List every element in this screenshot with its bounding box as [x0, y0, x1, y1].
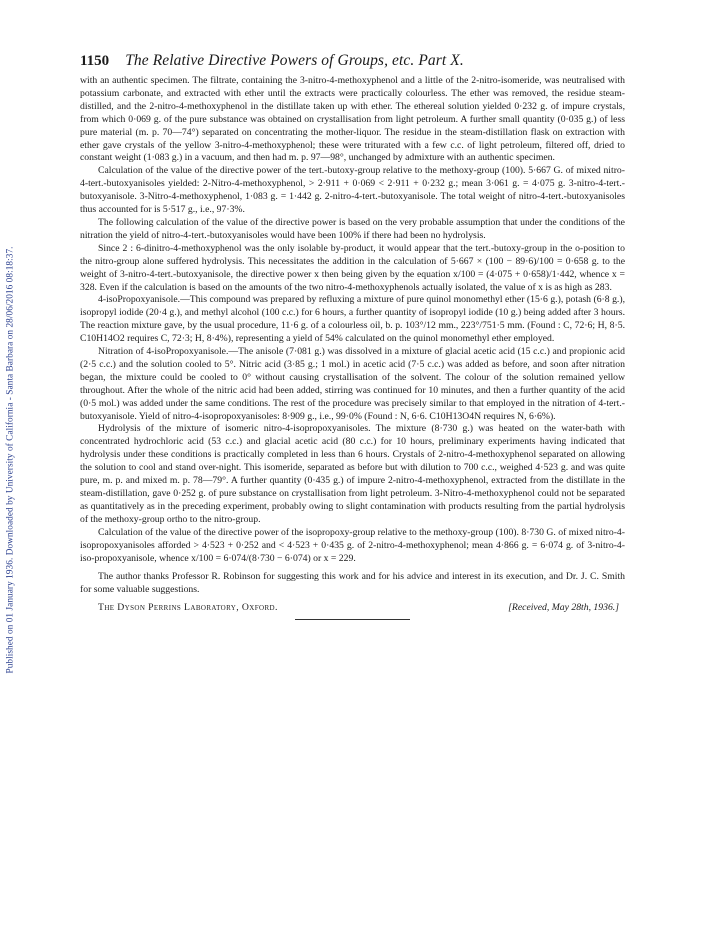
paragraph-hydrolysis: Hydrolysis of the mixture of isomeric nitro-4-isopropoxyanisoles. The mixture (8·730 g.) was heated on the water-bath with concentrated hydrochloric acid (53 c.c.) and glacial acetic acid (80 c.c.) for 10 hours, preliminary experiments having indicated that hydrolysis under these conditions is practically completed in less than 6 hours. Crystals of 2-nitro-4-methoxyphenol separated on allowing the solution to cool and stand over-night. This isomeride, separated as before but with dilution to 700 c.c., weighed 4·523 g. and was quite pure, m. p. and mixed m. p. 78—79°. A further quantity (0·435 g.) of impure 2-nitro-4-methoxyphenol, extracted from the distillate in the steam-distillation, gave 0·252 g. of pure substance on crystallisation from light petroleum. 3-Nitro-4-methoxyphenol could not be separated as quantitatively as in the preceding experiment, probably owing to slight contamination with products resulting from the partial hydrolysis of the methoxy-group ortho to the nitro-group. [80, 423, 625, 525]
download-watermark [2, 30, 20, 890]
paragraph-1: with an authentic specimen. The filtrate, containing the 3-nitro-4-methoxyphenol and a little of the 2-nitro-isomeride, was neutralised with potassium carbonate, and extracted with ether until the extracts were practically colourless. The ether was removed, the residue steam-distilled, and the 2-nitro-4-methoxyphenol in the distillate taken up with ether. The ethereal solution yielded 0·232 g. of impure crystals, from which 0·069 g. of the pure substance was obtained on crystallisation from light petroleum. A further small quantity (0·035 g.) of less pure material (m. p. 70—74°) separated on concentrating the mother-liquor. The residue in the steam-distillation flask on extraction with ether gave crystals of the yellow 3-nitro-4-methoxyphenol; these were triturated with a few c.c. of light petroleum, filtered off, dried to constant weight (1·083 g.) in a vacuum, and then had m. p. 97—98°, unchanged by admixture with an authentic specimen. [80, 75, 625, 164]
paragraph-isopropoxyanisole: 4-isoPropoxyanisole.—This compound was prepared by refluxing a mixture of pure quinol monomethyl ether (15·6 g.), potash (6·8 g.), isopropyl iodide (20·4 g.), and methyl alcohol (100 c.c.) for 6 hours, a further quantity of isopropyl iodide (10 g.) being added after 3 hours. The reaction mixture gave, by the usual procedure, 11·6 g. of a colourless oil, b. p. 103°/12 mm., 223°/751·5 mm. (Found : C, 72·6; H, 8·5. C10H14O2 requires C, 72·3; H, 8·4%), representing a yield of 54% calculated on the quinol monomethyl ether employed. [80, 294, 625, 345]
journal-page [80, 52, 625, 620]
watermark-text: Published on 01 January 1936. Downloaded by University of California - Santa Barbara on 28/06/2016 08:18:37. [6, 246, 16, 674]
laboratory-address: The Dyson Perrins Laboratory, Oxford. [98, 602, 278, 614]
article-footer [80, 602, 625, 615]
acknowledgement: The author thanks Professor R. Robinson for suggesting this work and for his advice and interest in its execution, and Dr. J. C. Smith for some valuable suggestions. [80, 571, 625, 596]
paragraph-assumption: The following calculation of the value of the directive power is based on the very probable assumption that under the conditions of the nitration the yield of nitro-4-tert.-butoxyanisoles would have been 100% if there had been no hydrolysis. [80, 216, 625, 241]
end-rule [295, 619, 410, 620]
running-title: The Relative Directive Powers of Groups, etc. Part X. [125, 52, 464, 69]
paragraph-dinitro: Since 2 : 6-dinitro-4-methoxyphenol was the only isolable by-product, it would appear that the tert.-butoxy-group in the o-position to the nitro-group alone suffered hydrolysis. This necessitates the addition in the calculation of 5·667 × (100 − 89·6)/100 = 0·658 g. to the weight of 3-nitro-4-tert.-butoxyanisole, the directive power x then being given by the equation x/100 = (4·075 + 0·658)/1·442, whence x = 328. Even if the calculation is based on the amounts of the two nitro-4-methoxyphenols actually isolated, the value of x is as high as 283. [80, 242, 625, 293]
running-header [80, 52, 625, 70]
received-date: [Received, May 28th, 1936.] [508, 602, 619, 614]
paragraph-nitration: Nitration of 4-isoPropoxyanisole.—The anisole (7·081 g.) was dissolved in a mixture of glacial acetic acid (15 c.c.) and propionic acid (2·5 c.c.) and the solution cooled to 5°. Nitric acid (3·85 g.; 1 mol.) in acetic acid (7·5 c.c.) was added as before, and soon after nitration began, the mixture could be cooled to 0° without causing crystallisation of the solvent. The colour of the solution remained yellow throughout. After the whole of the nitric acid had been added, stirring was continued for 10 minutes, and then a further quantity of the acid (0·5 mol.) was added under the same conditions. The rest of the procedure was precisely similar to that employed in the nitration of 4-tert.-butoxyanisole. Yield of nitro-4-isopropoxyanisoles: 8·909 g., i.e., 99·0% (Found : N, 6·6. C10H13O4N requires N, 6·6%). [80, 346, 625, 422]
paragraph-isopropoxy-calculation: Calculation of the value of the directive power of the isopropoxy-group relative to the methoxy-group (100). 8·730 G. of mixed nitro-4-isopropoxyanisoles afforded > 4·523 + 0·252 and < 4·523 + 0·435 g. of 2-nitro-4-methoxyphenol; mean 4·866 g. = 6·074 g. of 3-nitro-4-iso-propoxyanisole, whence x/100 = 6·074/(8·730 − 6·074) or x = 229. [80, 526, 625, 564]
paragraph-tert-butoxy-calculation: Calculation of the value of the directive power of the tert.-butoxy-group relative to the methoxy-group (100). 5·667 G. of mixed nitro-4-tert.-butoxyanisoles yielded: 2-Nitro-4-methoxyphenol, > 2·911 + 0·069 < 2·911 + 0·232 g.; mean 3·061 g. = 4·075 g. 3-nitro-4-tert.-butoxyanisole. 3-Nitro-4-methoxyphenol, 1·083 g. = 1·442 g. 2-nitro-4-tert.-butoxyanisole. The total weight of nitro-4-tert.-butoxyanisoles thus accounted for is 5·517 g., i.e., 97·3%. [80, 165, 625, 216]
page-number: 1150 [80, 53, 110, 69]
